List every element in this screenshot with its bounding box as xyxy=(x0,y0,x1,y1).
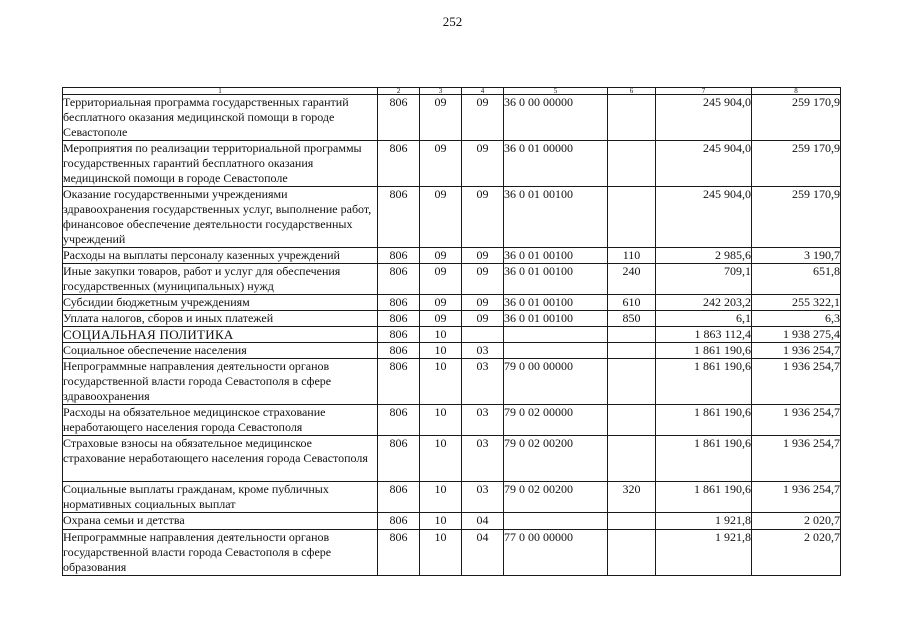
column-number: 4 xyxy=(462,88,504,95)
row-name: Страховые взносы на обязательное медицинское страхование неработающего населения города Севастополя xyxy=(63,436,378,482)
table-row xyxy=(63,530,841,576)
section-code: 10 xyxy=(420,436,462,482)
amount-year-2: 1 938 275,4 xyxy=(752,327,841,343)
section-code: 09 xyxy=(420,95,462,141)
expense-type-code xyxy=(608,530,656,576)
expense-type-code xyxy=(608,141,656,187)
row-name: Субсидии бюджетным учреждениям xyxy=(63,295,378,311)
row-name: Расходы на обязательное медицинское страхование неработающего населения города Севастополя xyxy=(63,405,378,436)
section-code: 10 xyxy=(420,327,462,343)
expense-type-code: 110 xyxy=(608,248,656,264)
target-article-code xyxy=(504,343,608,359)
expense-type-code: 320 xyxy=(608,482,656,513)
section-code: 10 xyxy=(420,482,462,513)
grbs-code: 806 xyxy=(378,343,420,359)
target-article-code: 36 0 01 00000 xyxy=(504,141,608,187)
subsection-code: 03 xyxy=(462,359,504,405)
subsection-code: 09 xyxy=(462,295,504,311)
section-code: 10 xyxy=(420,530,462,576)
table-row xyxy=(63,405,841,436)
section-code: 10 xyxy=(420,405,462,436)
amount-year-2: 1 936 254,7 xyxy=(752,482,841,513)
amount-year-1: 1 861 190,6 xyxy=(656,436,752,482)
grbs-code: 806 xyxy=(378,264,420,295)
grbs-code: 806 xyxy=(378,405,420,436)
subsection-code: 09 xyxy=(462,311,504,327)
section-code: 10 xyxy=(420,359,462,405)
subsection-code: 09 xyxy=(462,141,504,187)
target-article-code: 79 0 02 00200 xyxy=(504,482,608,513)
grbs-code: 806 xyxy=(378,248,420,264)
expense-type-code xyxy=(608,405,656,436)
amount-year-2: 1 936 254,7 xyxy=(752,436,841,482)
table-row xyxy=(63,359,841,405)
table-row xyxy=(63,264,841,295)
amount-year-2: 255 322,1 xyxy=(752,295,841,311)
amount-year-1: 709,1 xyxy=(656,264,752,295)
section-code: 09 xyxy=(420,187,462,248)
amount-year-2: 259 170,9 xyxy=(752,141,841,187)
subsection-code: 09 xyxy=(462,187,504,248)
target-article-code: 36 0 01 00100 xyxy=(504,264,608,295)
table-row xyxy=(63,436,841,482)
amount-year-2: 1 936 254,7 xyxy=(752,359,841,405)
expense-type-code xyxy=(608,327,656,343)
amount-year-2: 259 170,9 xyxy=(752,95,841,141)
table-row xyxy=(63,343,841,359)
subsection-code: 09 xyxy=(462,264,504,295)
expense-type-code xyxy=(608,359,656,405)
amount-year-1: 1 861 190,6 xyxy=(656,343,752,359)
grbs-code: 806 xyxy=(378,436,420,482)
grbs-code: 806 xyxy=(378,530,420,576)
budget-table xyxy=(62,87,841,576)
section-code: 09 xyxy=(420,248,462,264)
section-code: 09 xyxy=(420,264,462,295)
grbs-code: 806 xyxy=(378,141,420,187)
row-name: Социальное обеспечение населения xyxy=(63,343,378,359)
amount-year-2: 3 190,7 xyxy=(752,248,841,264)
expense-type-code xyxy=(608,187,656,248)
table-row xyxy=(63,311,841,327)
column-number: 5 xyxy=(504,88,608,95)
target-article-code xyxy=(504,327,608,343)
section-code: 10 xyxy=(420,343,462,359)
grbs-code: 806 xyxy=(378,311,420,327)
expense-type-code xyxy=(608,513,656,530)
table-row xyxy=(63,95,841,141)
amount-year-2: 651,8 xyxy=(752,264,841,295)
row-name: Расходы на выплаты персоналу казенных учреждений xyxy=(63,248,378,264)
row-name: Социальные выплаты гражданам, кроме публичных нормативных социальных выплат xyxy=(63,482,378,513)
grbs-code: 806 xyxy=(378,482,420,513)
column-number: 7 xyxy=(656,88,752,95)
table-row xyxy=(63,482,841,513)
grbs-code: 806 xyxy=(378,295,420,311)
amount-year-1: 245 904,0 xyxy=(656,187,752,248)
section-code: 09 xyxy=(420,141,462,187)
amount-year-2: 2 020,7 xyxy=(752,513,841,530)
table-row xyxy=(63,187,841,248)
amount-year-1: 1 921,8 xyxy=(656,513,752,530)
column-number: 3 xyxy=(420,88,462,95)
subsection-code xyxy=(462,327,504,343)
target-article-code: 36 0 01 00100 xyxy=(504,187,608,248)
column-number: 8 xyxy=(752,88,841,95)
amount-year-1: 1 861 190,6 xyxy=(656,482,752,513)
amount-year-2: 2 020,7 xyxy=(752,530,841,576)
grbs-code: 806 xyxy=(378,359,420,405)
subsection-code: 09 xyxy=(462,95,504,141)
grbs-code: 806 xyxy=(378,513,420,530)
amount-year-1: 245 904,0 xyxy=(656,141,752,187)
subsection-code: 03 xyxy=(462,436,504,482)
amount-year-1: 1 861 190,6 xyxy=(656,405,752,436)
amount-year-2: 1 936 254,7 xyxy=(752,405,841,436)
target-article-code: 79 0 00 00000 xyxy=(504,359,608,405)
section-code: 09 xyxy=(420,295,462,311)
table-row xyxy=(63,327,841,343)
row-name: СОЦИАЛЬНАЯ ПОЛИТИКА xyxy=(63,327,378,343)
amount-year-2: 6,3 xyxy=(752,311,841,327)
target-article-code: 79 0 02 00200 xyxy=(504,436,608,482)
target-article-code: 36 0 01 00100 xyxy=(504,311,608,327)
page-number: 252 xyxy=(442,14,463,29)
table-row xyxy=(63,141,841,187)
amount-year-2: 259 170,9 xyxy=(752,187,841,248)
target-article-code: 36 0 01 00100 xyxy=(504,248,608,264)
row-name: Территориальная программа государственных гарантий бесплатного оказания медицинской помощи в городе Севастополе xyxy=(63,95,378,141)
column-number: 2 xyxy=(378,88,420,95)
target-article-code: 36 0 01 00100 xyxy=(504,295,608,311)
expense-type-code xyxy=(608,343,656,359)
amount-year-1: 1 921,8 xyxy=(656,530,752,576)
subsection-code: 04 xyxy=(462,513,504,530)
row-name: Оказание государственными учреждениями здравоохранения государственных услуг, выполнение работ, финансовое обеспечение деятельности государственных учреждений xyxy=(63,187,378,248)
expense-type-code: 610 xyxy=(608,295,656,311)
expense-type-code xyxy=(608,436,656,482)
row-name: Мероприятия по реализации территориальной программы государственных гарантий бесплатного оказания медицинской помощи в городе Севастополе xyxy=(63,141,378,187)
row-name: Непрограммные направления деятельности органов государственной власти города Севастополя в сфере образования xyxy=(63,530,378,576)
amount-year-1: 1 861 190,6 xyxy=(656,359,752,405)
expense-type-code: 850 xyxy=(608,311,656,327)
section-code: 09 xyxy=(420,311,462,327)
table-row xyxy=(63,248,841,264)
table-row xyxy=(63,513,841,530)
amount-year-1: 6,1 xyxy=(656,311,752,327)
expense-type-code xyxy=(608,95,656,141)
expense-type-code: 240 xyxy=(608,264,656,295)
column-number: 6 xyxy=(608,88,656,95)
subsection-code: 03 xyxy=(462,343,504,359)
row-name: Иные закупки товаров, работ и услуг для обеспечения государственных (муниципальных) нужд xyxy=(63,264,378,295)
column-number: 1 xyxy=(63,88,378,95)
grbs-code: 806 xyxy=(378,187,420,248)
amount-year-1: 2 985,6 xyxy=(656,248,752,264)
grbs-code: 806 xyxy=(378,327,420,343)
row-name: Уплата налогов, сборов и иных платежей xyxy=(63,311,378,327)
amount-year-1: 1 863 112,4 xyxy=(656,327,752,343)
column-number-row xyxy=(63,88,841,95)
amount-year-1: 245 904,0 xyxy=(656,95,752,141)
table-row xyxy=(63,295,841,311)
row-name: Непрограммные направления деятельности органов государственной власти города Севастополя в сфере здравоохранения xyxy=(63,359,378,405)
amount-year-2: 1 936 254,7 xyxy=(752,343,841,359)
target-article-code: 77 0 00 00000 xyxy=(504,530,608,576)
amount-year-1: 242 203,2 xyxy=(656,295,752,311)
target-article-code xyxy=(504,513,608,530)
row-name: Охрана семьи и детства xyxy=(63,513,378,530)
subsection-code: 09 xyxy=(462,248,504,264)
grbs-code: 806 xyxy=(378,95,420,141)
subsection-code: 03 xyxy=(462,405,504,436)
subsection-code: 03 xyxy=(462,482,504,513)
target-article-code: 36 0 00 00000 xyxy=(504,95,608,141)
subsection-code: 04 xyxy=(462,530,504,576)
section-code: 10 xyxy=(420,513,462,530)
target-article-code: 79 0 02 00000 xyxy=(504,405,608,436)
